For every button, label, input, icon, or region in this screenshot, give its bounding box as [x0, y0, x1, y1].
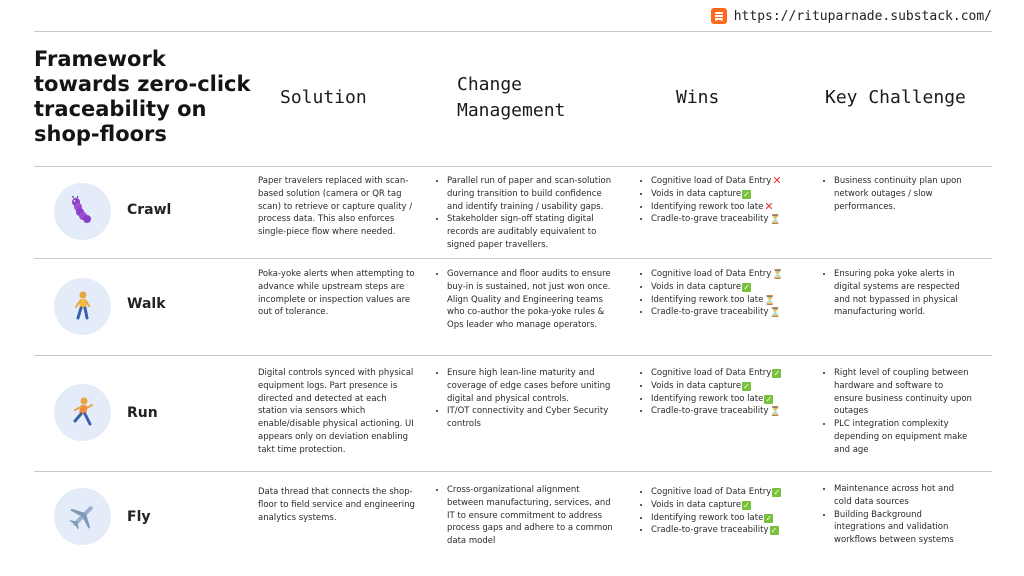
list-item: • Parallel run of paper and scan-solution during transition to build confidence and identify training / usability gaps.: [447, 175, 614, 213]
page-title: Framework towards zero-click traceability on shop-floors: [34, 47, 251, 146]
change-management-text: [436, 175, 614, 252]
win-item: • Voids in data capture ✓: [651, 499, 800, 512]
list-item: • Right level of coupling between hardware and software to ensure business continuity upon outages: [834, 367, 973, 418]
row-divider: [34, 258, 992, 259]
win-item: • Cradle-to-grave traceability⏳: [651, 306, 800, 319]
win-item: • Cognitive load of Data Entry✕: [651, 175, 800, 188]
win-item: • Cognitive load of Data Entry⏳: [651, 268, 800, 281]
hourglass-icon: ⏳: [769, 407, 781, 418]
column-header-change-management: Change Management: [457, 74, 566, 121]
list-item: • PLC integration complexity depending on equipment make and age: [834, 418, 973, 456]
change-management-text: [436, 367, 614, 431]
row-label-fly: Fly: [127, 509, 151, 525]
change-management-text: [436, 268, 614, 332]
win-item: • Cognitive load of Data Entry ✓: [651, 486, 800, 499]
list-item: • Cross-organizational alignment between manufacturing, services, and IT to ensure commitment to address process gaps and adhere to a common data model: [447, 484, 614, 548]
column-header-solution: Solution: [280, 87, 367, 108]
row-divider: [34, 471, 992, 472]
list-item: • Ensure high lean-line maturity and coverage of edge cases before uniting digital and physical controls.: [447, 367, 614, 405]
running-person-icon: [54, 384, 111, 441]
list-item: • Maintenance across hot and cold data sources: [834, 483, 973, 509]
checkmark-icon: ✓: [773, 369, 781, 378]
key-challenge-text: [823, 268, 973, 319]
airplane-icon: [54, 488, 111, 545]
top-divider: [34, 31, 992, 32]
checkmark-icon: ✓: [743, 189, 750, 199]
solution-text: Data thread that connects the shop-floor to field service and engineering analytics systems.: [258, 487, 415, 523]
list-item: • Building Background integrations and validation workflows between systems: [834, 509, 973, 547]
substack-logo-icon: [711, 8, 727, 24]
wins-list: [640, 175, 800, 226]
row-label-walk: Walk: [127, 296, 166, 312]
win-item: • Cognitive load of Data Entry ✓: [651, 367, 800, 380]
column-header-key-challenge: Key Challenge: [825, 87, 966, 108]
row-divider: [34, 355, 992, 356]
win-item: • Identifying rework too late✕: [651, 201, 800, 214]
wins-list: [640, 486, 800, 537]
hourglass-icon: ⏳: [769, 308, 781, 319]
cross-icon: ✕: [772, 174, 782, 187]
win-item: • Voids in data capture ✓: [651, 380, 800, 393]
column-header-wins: Wins: [676, 87, 720, 108]
list-item: • Ensuring poka yoke alerts in digital systems are respected and not bypassed in physical manufacturing world.: [834, 268, 973, 319]
checkmark-icon: ✓: [743, 500, 750, 510]
hourglass-icon: ⏳: [769, 215, 781, 226]
win-item: • Cradle-to-grave traceability⏳: [651, 213, 800, 226]
hourglass-icon: ⏳: [772, 270, 784, 280]
solution-text: Digital controls synced with physical equipment logs. Part presence is directed and detected at each station via sensors which enable/disable physical actioning. UI appears only on deviation enabling takt time protection.: [258, 368, 414, 455]
wins-list: [640, 367, 800, 418]
substack-link[interactable]: [711, 6, 992, 26]
checkmark-icon: ✓: [765, 394, 773, 404]
checkmark-icon: ✓: [743, 282, 750, 292]
row-divider: [34, 166, 992, 167]
cross-icon: ✕: [764, 199, 774, 213]
change-management-text: [436, 484, 614, 548]
win-item: • Cradle-to-grave traceability⏳: [651, 405, 800, 418]
caterpillar-icon: [54, 183, 111, 240]
win-item: • Cradle-to-grave traceability ✓: [651, 524, 800, 537]
checkmark-icon: ✓: [773, 488, 781, 497]
win-item: • Identifying rework too late ✓: [651, 393, 800, 406]
row-label-run: Run: [127, 405, 158, 421]
key-challenge-text: [823, 483, 973, 547]
list-item: • Stakeholder sign-off stating digital records are auditably equivalent to signed paper travellers.: [447, 213, 614, 251]
wins-list: [640, 268, 800, 319]
solution-text: Paper travelers replaced with scan-based solution (camera or QR tag scan) to retrieve or capture quality / process data. This also enforces single-piece flow where needed.: [258, 176, 413, 238]
row-label-crawl: Crawl: [127, 202, 172, 218]
checkmark-icon: ✓: [765, 513, 773, 523]
win-item: • Voids in data capture ✓: [651, 281, 800, 294]
walking-person-icon: [54, 278, 111, 335]
solution-text: Poka-yoke alerts when attempting to advance while upstream steps are incomplete or inspection values are out of tolerance.: [258, 269, 415, 318]
substack-url[interactable]: https://rituparnade.substack.com/: [733, 8, 992, 24]
win-item: • Identifying rework too late ✓: [651, 512, 800, 525]
hourglass-icon: ⏳: [764, 295, 776, 306]
win-item: • Identifying rework too late⏳: [651, 294, 800, 307]
checkmark-icon: ✓: [743, 381, 750, 391]
key-challenge-text: [823, 367, 973, 457]
list-item: • Business continuity plan upon network outages / slow performances.: [834, 175, 973, 213]
checkmark-icon: ✓: [770, 526, 778, 536]
key-challenge-text: [823, 175, 973, 213]
list-item: • IT/OT connectivity and Cyber Security controls: [447, 405, 614, 431]
list-item: • Governance and floor audits to ensure buy-in is sustained, not just won once. Align Quality and Engineering teams who co-author the poka-yoke rules & Ops leader who manage operators.: [447, 268, 614, 332]
win-item: • Voids in data capture ✓: [651, 188, 800, 201]
